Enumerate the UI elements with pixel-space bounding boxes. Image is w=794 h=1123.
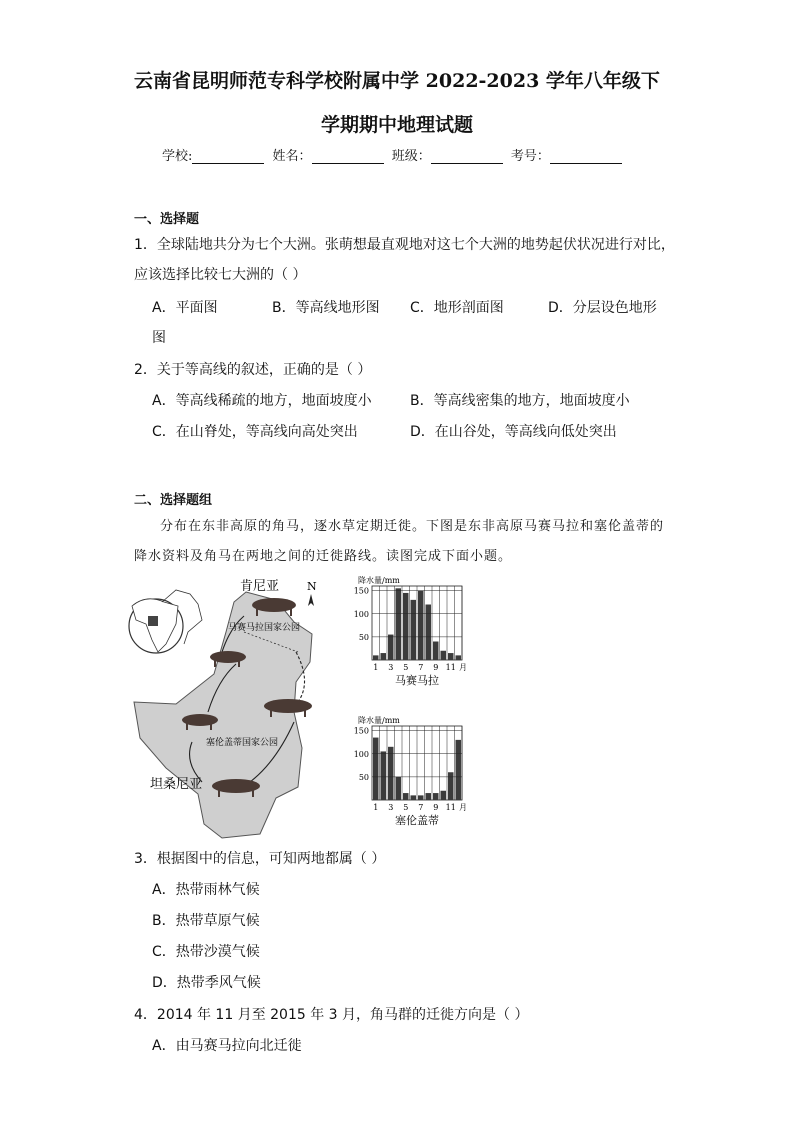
precip-bar bbox=[418, 591, 424, 660]
x-unit-label: 月 bbox=[459, 663, 467, 672]
precip-bar bbox=[441, 651, 447, 660]
name-blank[interactable] bbox=[312, 149, 384, 164]
precip-bar bbox=[388, 747, 394, 800]
q1-option-b[interactable]: B．等高线地形图 bbox=[272, 300, 380, 316]
x-tick-label: 11 bbox=[445, 803, 456, 812]
q1-line2: 应该选择比较七大洲的（ ） bbox=[134, 267, 307, 283]
name-label: 姓名： bbox=[272, 149, 312, 164]
class-label: 班级： bbox=[391, 149, 431, 164]
q3-option-b[interactable]: B．热带草原气候 bbox=[152, 913, 260, 929]
masai-mara-precip-chart bbox=[340, 574, 470, 692]
x-tick-label: 9 bbox=[433, 663, 439, 672]
precip-bar bbox=[418, 795, 424, 800]
student-info-fields bbox=[162, 145, 626, 164]
precip-bar bbox=[433, 793, 439, 800]
x-tick-label: 7 bbox=[418, 803, 424, 812]
migration-map bbox=[126, 572, 348, 840]
y-tick-label: 150 bbox=[353, 586, 369, 596]
x-tick-label: 1 bbox=[373, 803, 379, 812]
q3-option-d[interactable]: D．热带季风气候 bbox=[152, 975, 261, 991]
exam-title-line2: 学期期中地理试题 bbox=[320, 114, 473, 136]
q2-option-c[interactable]: C．在山脊处，等高线向高处突出 bbox=[152, 424, 358, 440]
y-tick-label: 50 bbox=[358, 632, 369, 642]
y-axis-label: 降水量/mm bbox=[358, 716, 400, 725]
serengeti-precip-chart bbox=[340, 714, 470, 832]
y-tick-label: 50 bbox=[358, 772, 369, 782]
x-tick-label: 5 bbox=[403, 663, 409, 672]
precip-bar bbox=[388, 635, 394, 660]
precip-bar bbox=[403, 593, 409, 660]
x-tick-label: 11 bbox=[445, 663, 456, 672]
intro-line2: 降水资料及角马在两地之间的迁徙路线。读图完成下面小题。 bbox=[134, 549, 513, 564]
x-tick-label: 5 bbox=[403, 803, 409, 812]
q2-stem: 2．关于等高线的叙述，正确的是（ ） bbox=[134, 362, 372, 378]
school-blank[interactable] bbox=[192, 149, 264, 164]
q1-option-a[interactable]: A．平面图 bbox=[152, 300, 218, 316]
y-tick-label: 100 bbox=[353, 609, 369, 619]
map-label-serengeti-park: 塞伦盖蒂国家公园 bbox=[206, 738, 279, 748]
precip-bar bbox=[456, 655, 462, 660]
africa-inset-icon bbox=[129, 599, 183, 653]
precip-bar bbox=[426, 793, 432, 800]
map-label-masai-park: 马赛马拉国家公园 bbox=[228, 623, 301, 633]
q1-option-d[interactable]: D．分层设色地形 bbox=[548, 300, 657, 316]
q2-option-a[interactable]: A．等高线稀疏的地方，地面坡度小 bbox=[152, 393, 372, 409]
precip-bar bbox=[411, 795, 417, 800]
x-tick-label: 3 bbox=[388, 663, 394, 672]
intro-line1: 分布在东非高原的角马，逐水草定期迁徙。下图是东非高原马赛马拉和塞伦盖蒂的 bbox=[160, 519, 665, 534]
x-tick-label: 7 bbox=[418, 663, 424, 672]
x-tick-label: 3 bbox=[388, 803, 394, 812]
q1-line1: 1．全球陆地共分为七个大洲。张萌想最直观地对这七个大洲的地势起伏状况进行对比， bbox=[134, 237, 675, 253]
x-tick-label: 1 bbox=[373, 663, 379, 672]
precip-bar bbox=[448, 653, 454, 660]
precip-bar bbox=[373, 738, 379, 800]
exam-title-line1: 云南省昆明师范专科学校附属中学 2022-2023 学年八年级下 bbox=[134, 70, 660, 92]
precip-bar bbox=[456, 740, 462, 800]
precip-bar bbox=[403, 793, 409, 800]
section2-heading: 二、选择题组 bbox=[134, 493, 213, 508]
class-blank[interactable] bbox=[431, 149, 503, 164]
section1-heading: 一、选择题 bbox=[134, 212, 200, 227]
q1-option-c[interactable]: C．地形剖面图 bbox=[410, 300, 504, 316]
x-unit-label: 月 bbox=[459, 803, 467, 812]
precip-bar bbox=[373, 655, 379, 660]
precip-bar bbox=[441, 791, 447, 800]
precip-bar bbox=[381, 751, 387, 800]
precip-bar bbox=[448, 772, 454, 800]
q2-option-b[interactable]: B．等高线密集的地方，地面坡度小 bbox=[410, 393, 630, 409]
north-arrow-icon bbox=[307, 580, 317, 606]
q2-option-d[interactable]: D．在山谷处，等高线向低处突出 bbox=[410, 424, 617, 440]
y-axis-label: 降水量/mm bbox=[358, 576, 400, 585]
exam-number-label: 考号： bbox=[510, 149, 550, 164]
y-tick-label: 100 bbox=[353, 749, 369, 759]
q3-option-a[interactable]: A．热带雨林气候 bbox=[152, 882, 260, 898]
svg-text:N: N bbox=[307, 580, 317, 593]
q3-stem: 3．根据图中的信息，可知两地都属（ ） bbox=[134, 851, 386, 867]
chart-title: 马赛马拉 bbox=[395, 674, 439, 687]
map-label-kenya: 肯尼亚 bbox=[240, 579, 280, 594]
q4-stem: 4．2014 年 11 月至 2015 年 3 月，角马群的迁徙方向是（ ） bbox=[134, 1007, 529, 1023]
precip-bar bbox=[426, 605, 432, 661]
precip-bar bbox=[381, 653, 387, 660]
precip-bar bbox=[411, 600, 417, 660]
precip-bar bbox=[433, 642, 439, 661]
exam-number-blank[interactable] bbox=[550, 149, 622, 164]
q1-option-d-wrap: 图 bbox=[152, 330, 166, 346]
precip-bar bbox=[396, 777, 402, 800]
precip-bar bbox=[396, 588, 402, 660]
school-label: 学校: bbox=[162, 149, 193, 164]
map-label-tanzania: 坦桑尼亚 bbox=[150, 777, 203, 792]
q4-option-a[interactable]: A．由马赛马拉向北迁徙 bbox=[152, 1038, 302, 1054]
y-tick-label: 150 bbox=[353, 726, 369, 736]
q3-option-c[interactable]: C．热带沙漠气候 bbox=[152, 944, 260, 960]
chart-title: 塞伦盖蒂 bbox=[395, 814, 439, 827]
x-tick-label: 9 bbox=[433, 803, 439, 812]
